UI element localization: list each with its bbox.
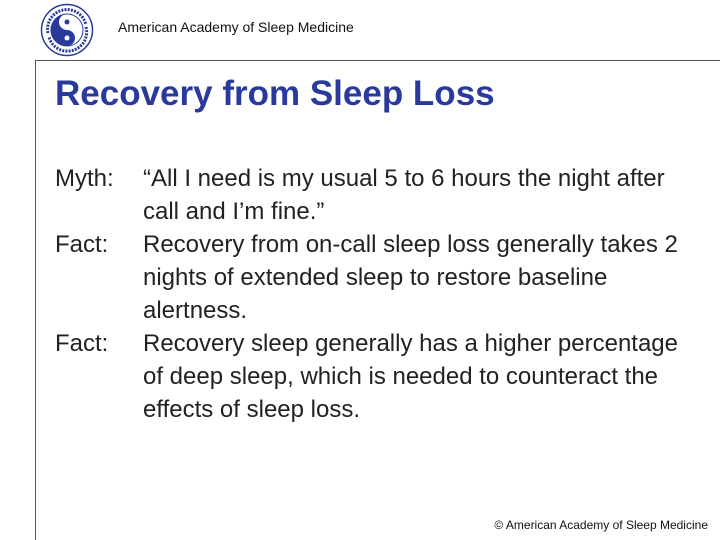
- footer-copyright: © American Academy of Sleep Medicine: [494, 518, 708, 532]
- slide-title: Recovery from Sleep Loss: [55, 74, 495, 113]
- entry-label: Fact:: [55, 231, 109, 258]
- slide-body: [55, 162, 695, 426]
- fact-entry: [55, 327, 695, 426]
- myth-entry: [55, 162, 695, 228]
- entry-label: Fact:: [55, 330, 109, 357]
- vertical-rule: [35, 60, 36, 540]
- entry-text: “All I need is my usual 5 to 6 hours the night after call and I’m fine.”: [143, 165, 665, 225]
- entry-text: Recovery from on-call sleep loss generally takes 2 nights of extended sleep to restore baseline alertness.: [143, 231, 678, 324]
- fact-entry: [55, 228, 695, 327]
- horizontal-rule: [35, 60, 720, 61]
- entry-label: Myth:: [55, 165, 114, 192]
- aasm-seal-icon: [40, 3, 94, 57]
- header-organization: American Academy of Sleep Medicine: [118, 19, 354, 35]
- entry-text: Recovery sleep generally has a higher percentage of deep sleep, which is needed to counteract the effects of sleep loss.: [143, 330, 678, 423]
